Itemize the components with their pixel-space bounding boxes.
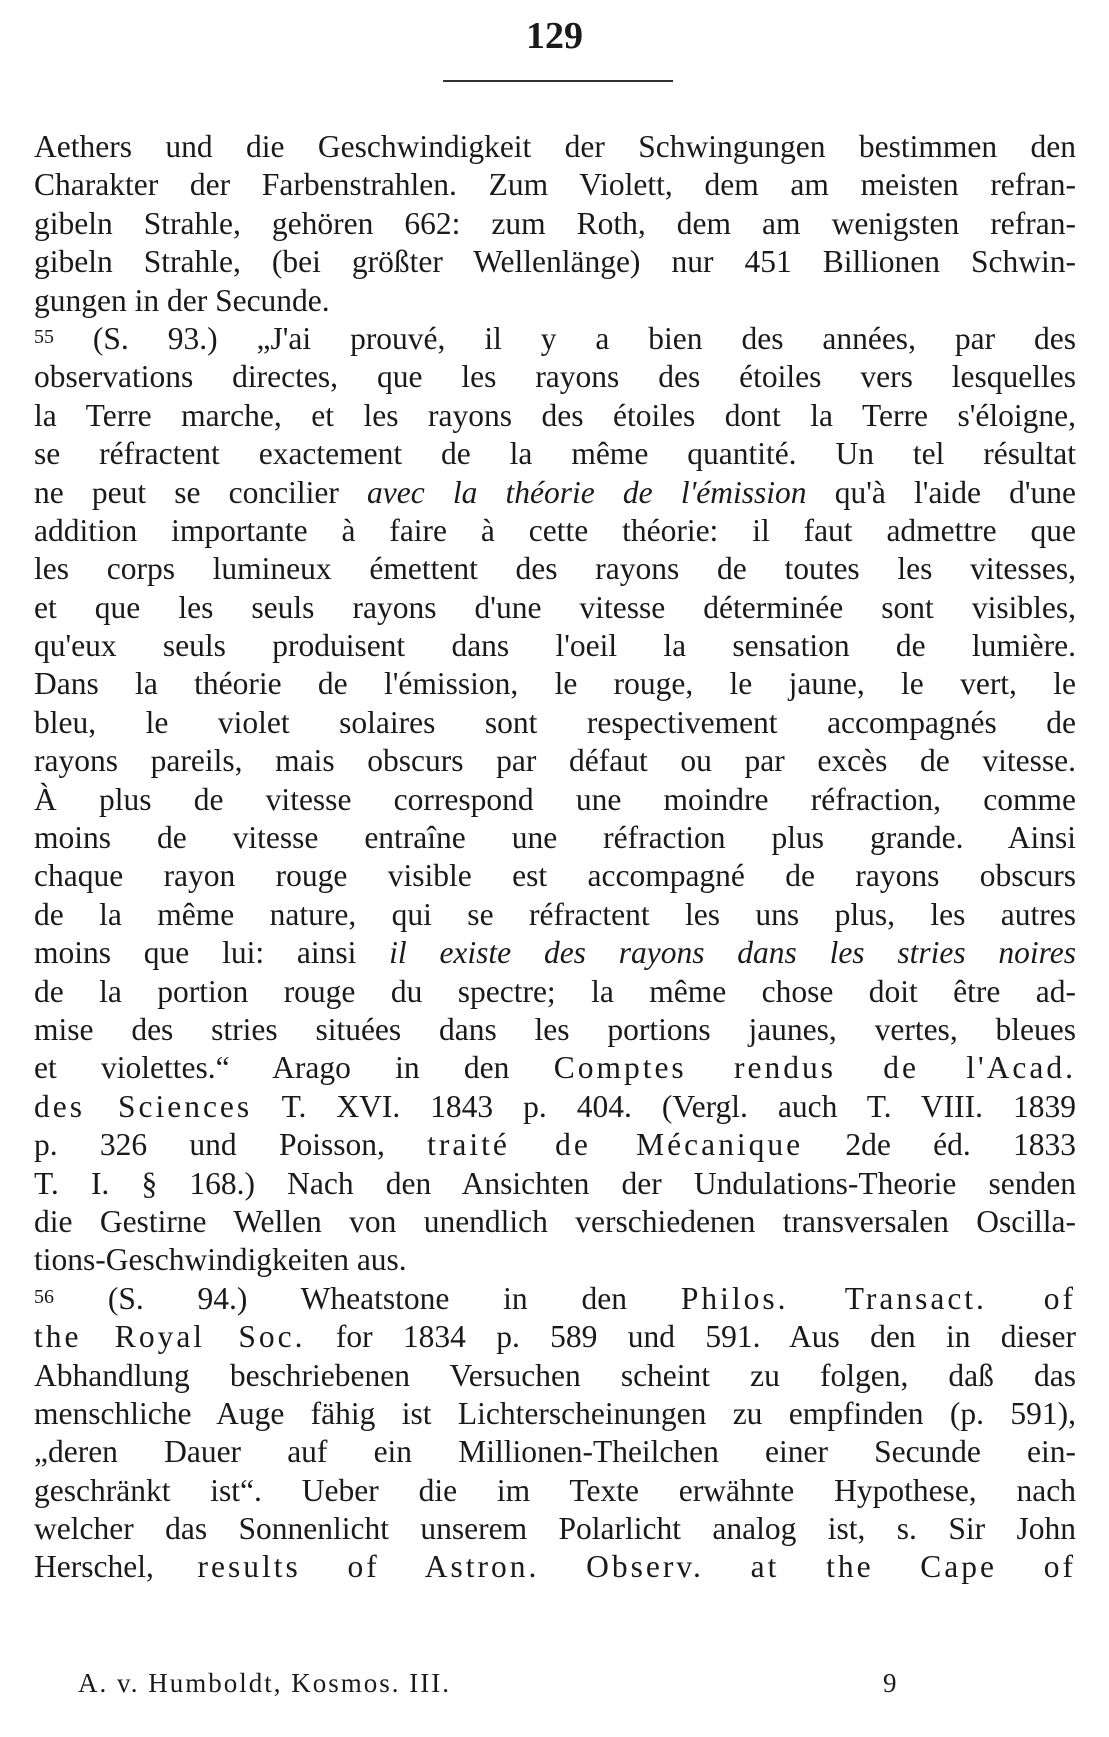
text-line (34, 550, 1076, 588)
text-segment: Aethers und die Geschwindigkeit der Schwingungen bestimmen den (34, 129, 1076, 164)
text-line (34, 627, 1076, 665)
text-line (34, 934, 1076, 972)
text-line (34, 1433, 1076, 1471)
text-segment: Philos. Transact. of (680, 1280, 1076, 1316)
text-line (34, 474, 1076, 512)
text-segment: welcher das Sonnenlicht unserem Polarlicht analog ist, s. Sir John (34, 1511, 1076, 1547)
text-line (34, 1241, 1076, 1279)
text-line (34, 665, 1076, 703)
text-segment: geschränkt ist“. Ueber die im Texte erwähnte Hypothese, nach (34, 1472, 1076, 1508)
text-line (34, 973, 1076, 1011)
text-line (34, 857, 1076, 895)
text-segment: Charakter der Farbenstrahlen. Zum Violett, dem am meisten refran- (34, 167, 1076, 203)
text-segment: observations directes, que les rayons des étoiles vers lesquelles (34, 359, 1076, 395)
text-segment: la Terre marche, et les rayons des étoiles dont la Terre s'éloigne, (34, 397, 1076, 433)
footer-signature: A. v. Humboldt, Kosmos. III. (78, 1668, 451, 1698)
text-segment: se réfractent exactement de la même quantité. Un tel résultat (34, 436, 1076, 472)
text-line (34, 166, 1076, 204)
text-segment: les corps lumineux émettent des rayons de toutes les vitesses, (34, 551, 1076, 587)
text-line (34, 704, 1076, 742)
text-segment: T. XVI. 1843 p. 404. (Vergl. auch T. VIII. 1839 (252, 1088, 1076, 1124)
footnote-marker: 55 (34, 325, 54, 348)
text-line (34, 1548, 1076, 1586)
text-line (34, 1472, 1076, 1510)
text-segment: Comptes rendus de l'Acad. (553, 1050, 1077, 1086)
text-line (34, 781, 1076, 819)
text-segment: traité de Mécanique (427, 1127, 804, 1163)
text-line (34, 128, 1076, 166)
text-segment: Abhandlung beschriebenen Versuchen scheint zu folgen, daß das (34, 1357, 1076, 1393)
text-segment: moins que lui: ainsi (34, 935, 390, 971)
text-line (34, 358, 1076, 396)
text-line (34, 1357, 1076, 1395)
text-line (34, 435, 1076, 473)
page-footer (78, 1668, 898, 1708)
text-line (34, 205, 1076, 243)
text-segment: gibeln Strahle, (bei größter Wellenlänge) nur 451 Billionen Schwin- (34, 244, 1076, 280)
text-segment: „deren Dauer auf ein Millionen-Theilchen einer Secunde ein- (34, 1434, 1076, 1470)
text-segment: qu'à l'aide d'une (806, 474, 1076, 510)
text-segment: moins de vitesse entraîne une réfraction plus grande. Ainsi (34, 820, 1076, 856)
text-segment: À plus de vitesse correspond une moindre réfraction, comme (34, 781, 1076, 817)
text-segment: ne peut se concilier (34, 474, 368, 510)
text-segment: die Gestirne Wellen von unendlich verschiedenen transversalen Oscilla- (34, 1203, 1076, 1239)
text-segment: gungen in der Secunde. (34, 282, 330, 318)
text-line (34, 1011, 1076, 1049)
page-number: 129 (526, 15, 583, 57)
text-line (34, 1126, 1076, 1164)
text-segment: for 1834 p. 589 und 591. Aus den in dieser (305, 1319, 1076, 1355)
text-line (34, 1280, 1076, 1318)
text-segment: et violettes.“ Arago in den (34, 1050, 554, 1086)
text-line (34, 896, 1076, 934)
text-segment: Herschel, (34, 1549, 198, 1585)
text-segment: the Royal Soc. (34, 1319, 306, 1355)
text-segment: gibeln Strahle, gehören 662: zum Roth, dem am wenigsten refran- (34, 205, 1076, 241)
text-segment: il existe des rayons dans les stries noires (389, 935, 1076, 971)
text-line (34, 1203, 1076, 1241)
text-line (34, 243, 1076, 281)
footnote-text-block (34, 128, 1076, 1587)
text-segment: et que les seuls rayons d'une vitesse déterminée sont visibles, (34, 589, 1076, 625)
text-line (34, 512, 1076, 550)
text-line (34, 742, 1076, 780)
text-segment: bleu, le violet solaires sont respectivement accompagnés de (34, 704, 1076, 740)
text-segment: de la même nature, qui se réfractent les uns plus, les autres (34, 896, 1076, 932)
text-segment: results of Astron. Observ. at the Cape of (197, 1549, 1076, 1585)
text-segment: chaque rayon rouge visible est accompagné de rayons obscurs (34, 858, 1076, 894)
text-line (34, 282, 1076, 320)
text-line (34, 1510, 1076, 1548)
footnote-marker: 56 (34, 1285, 54, 1308)
text-line (34, 1395, 1076, 1433)
text-segment: rayons pareils, mais obscurs par défaut ou par excès de vitesse. (34, 743, 1076, 779)
text-line (34, 1318, 1076, 1356)
text-segment: mise des stries situées dans les portions jaunes, vertes, bleues (34, 1011, 1076, 1047)
text-segment: avec la théorie de l'émission (367, 474, 807, 510)
text-line (34, 1088, 1076, 1126)
text-segment: menschliche Auge fähig ist Lichterscheinungen zu empfinden (p. 591), (34, 1395, 1076, 1431)
text-segment: p. 326 und Poisson, (34, 1127, 428, 1163)
text-segment: addition importante à faire à cette théorie: il faut admettre que (34, 512, 1076, 548)
text-segment: 2de éd. 1833 (803, 1127, 1077, 1163)
text-segment: de la portion rouge du spectre; la même chose doit être ad- (34, 973, 1076, 1009)
text-segment: T. I. § 168.) Nach den Ansichten der Undulations-Theorie senden (34, 1165, 1076, 1201)
text-line (34, 819, 1076, 857)
footer-sheet-number: 9 (883, 1668, 897, 1698)
text-segment: Dans la théorie de l'émission, le rouge, le jaune, le vert, le (34, 666, 1076, 702)
text-segment: (S. 94.) Wheatstone in den (54, 1280, 681, 1316)
text-segment: tions-Geschwindigkeiten aus. (34, 1242, 407, 1278)
text-line (34, 1049, 1076, 1087)
text-line (34, 397, 1076, 435)
header-rule (443, 80, 673, 82)
text-segment: qu'eux seuls produisent dans l'oeil la sensation de lumière. (34, 628, 1076, 664)
text-segment: des Sciences (34, 1088, 253, 1124)
text-line (34, 1165, 1076, 1203)
text-line (34, 589, 1076, 627)
text-line (34, 320, 1076, 358)
text-segment: (S. 93.) „J'ai prouvé, il y a bien des années, par des (54, 320, 1076, 356)
